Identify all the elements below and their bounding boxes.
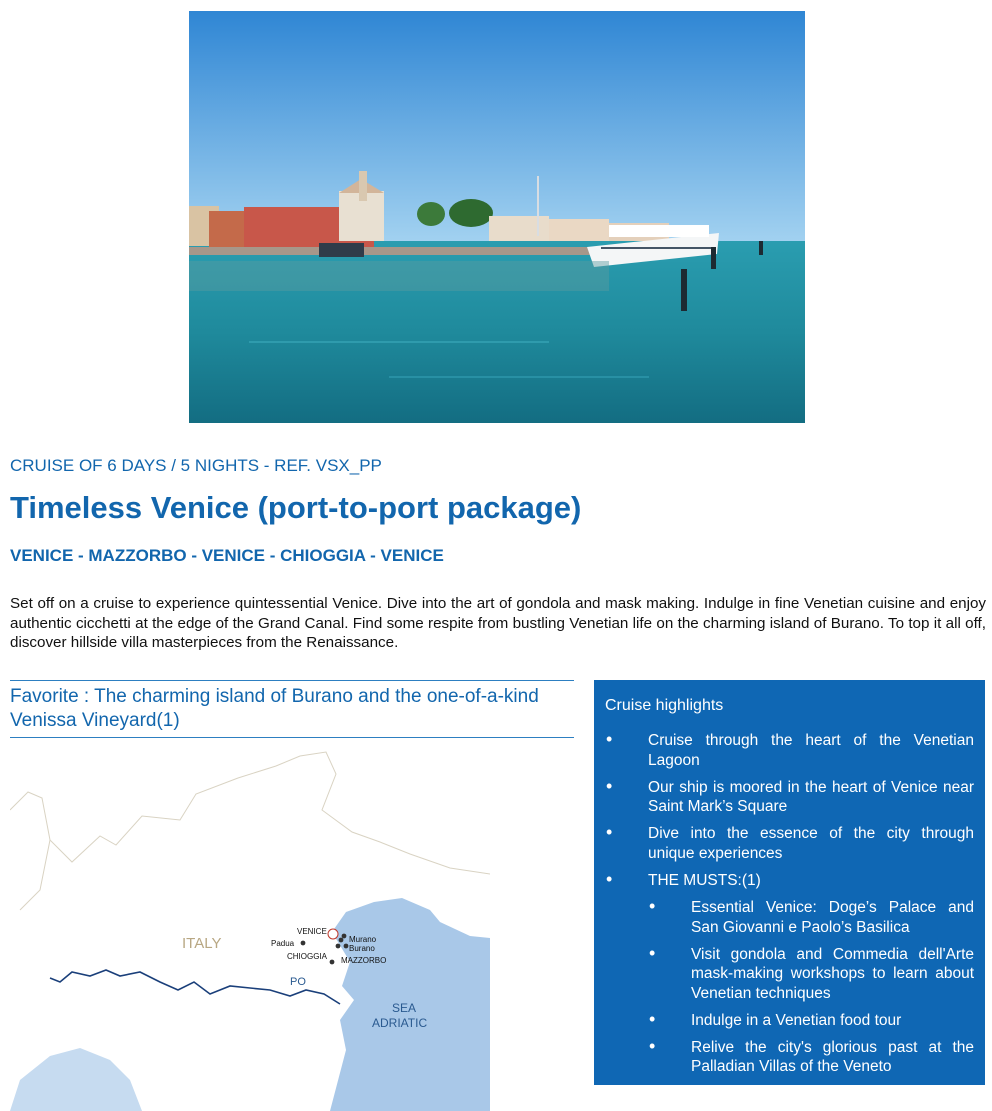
map-label-padua: Padua [271,939,295,948]
map-label-chioggia: CHIOGGIA [287,952,328,961]
pole [759,241,763,255]
trees [449,199,493,227]
cruise-reference: CRUISE OF 6 DAYS / 5 NIGHTS - REF. VSX_PP [10,456,382,475]
itinerary-route: VENICE - MAZZORBO - VENICE - CHIOGGIA - VENICE [10,546,444,565]
map-label-mazzorbo: MAZZORBO [341,956,387,965]
ship-deck [609,225,709,237]
ship-icon [328,929,338,939]
border-line [20,840,50,910]
building [489,216,549,241]
quay [189,247,609,255]
building [549,219,609,241]
must-item: • Relive the city's glorious past at the Palladian Villas of the Veneto [648,1038,974,1077]
boat [319,243,364,257]
highlight-item-musts [605,871,974,1077]
ripple [389,376,649,378]
map-dot-padua [301,941,306,946]
trees [417,202,445,226]
map-label-adriatic: ADRIATIC [372,1016,428,1030]
must-item: • Essential Venice: Doge’s Palace and San Giovanni e Paolo’s Basilica [648,898,974,937]
highlights-list [605,731,974,1077]
map-dot-murano [342,934,347,939]
mast [537,176,539,236]
cruise-highlights-panel [594,680,985,1085]
pole [711,247,716,269]
pole [681,269,687,311]
musts-list [648,898,974,1077]
highlight-item: • Cruise through the heart of the Venetian Lagoon [605,731,974,770]
map-label-italy: ITALY [182,935,222,952]
ripple [249,341,549,343]
map-label-venice: VENICE [297,927,327,936]
map-label-po: PO [290,976,306,988]
musts-label: THE MUSTS:(1) [648,871,761,889]
map-dot-venice [339,938,344,943]
map-label-sea: SEA [392,1001,417,1015]
reflection [189,261,609,291]
map-dot-mazzorbo [336,944,341,949]
ship-windows [601,247,711,249]
sea-coast-bottom [10,1048,142,1111]
map-dot-chioggia [330,960,335,965]
map-label-murano: Murano [349,935,377,944]
cruise-description: Set off on a cruise to experience quintessential Venice. Dive into the art of gondola and mask making. Indulge in fine Venetian cuisine and enjoy authentic cicchetti at the edge of the Grand Canal. Find some respite from bustling Venetian life on the charming island of Burano. To top it all off, discover hillside villa masterpieces from the Renaissance. [10,595,986,652]
route-map [10,750,490,1111]
must-item: • Visit gondola and Commedia dell'Arte mask-making workshops to learn about Venetian techniques [648,945,974,1004]
highlights-title: Cruise highlights [605,697,724,714]
page-title: Timeless Venice (port-to-port package) [10,490,582,525]
must-item: • Indulge in a Venetian food tour [648,1011,974,1031]
map-label-burano: Burano [349,944,375,953]
highlight-item: • Dive into the essence of the city through unique experiences [605,824,974,863]
hero-photo [189,11,805,423]
map-dot-burano [344,944,349,949]
favorite-banner: Favorite : The charming island of Burano and the one-of-a-kind Venissa Vineyard(1) [10,680,574,738]
highlight-item: • Our ship is moored in the heart of Venice near Saint Mark’s Square [605,778,974,817]
bell-tower [359,171,367,201]
border-line [10,752,490,874]
